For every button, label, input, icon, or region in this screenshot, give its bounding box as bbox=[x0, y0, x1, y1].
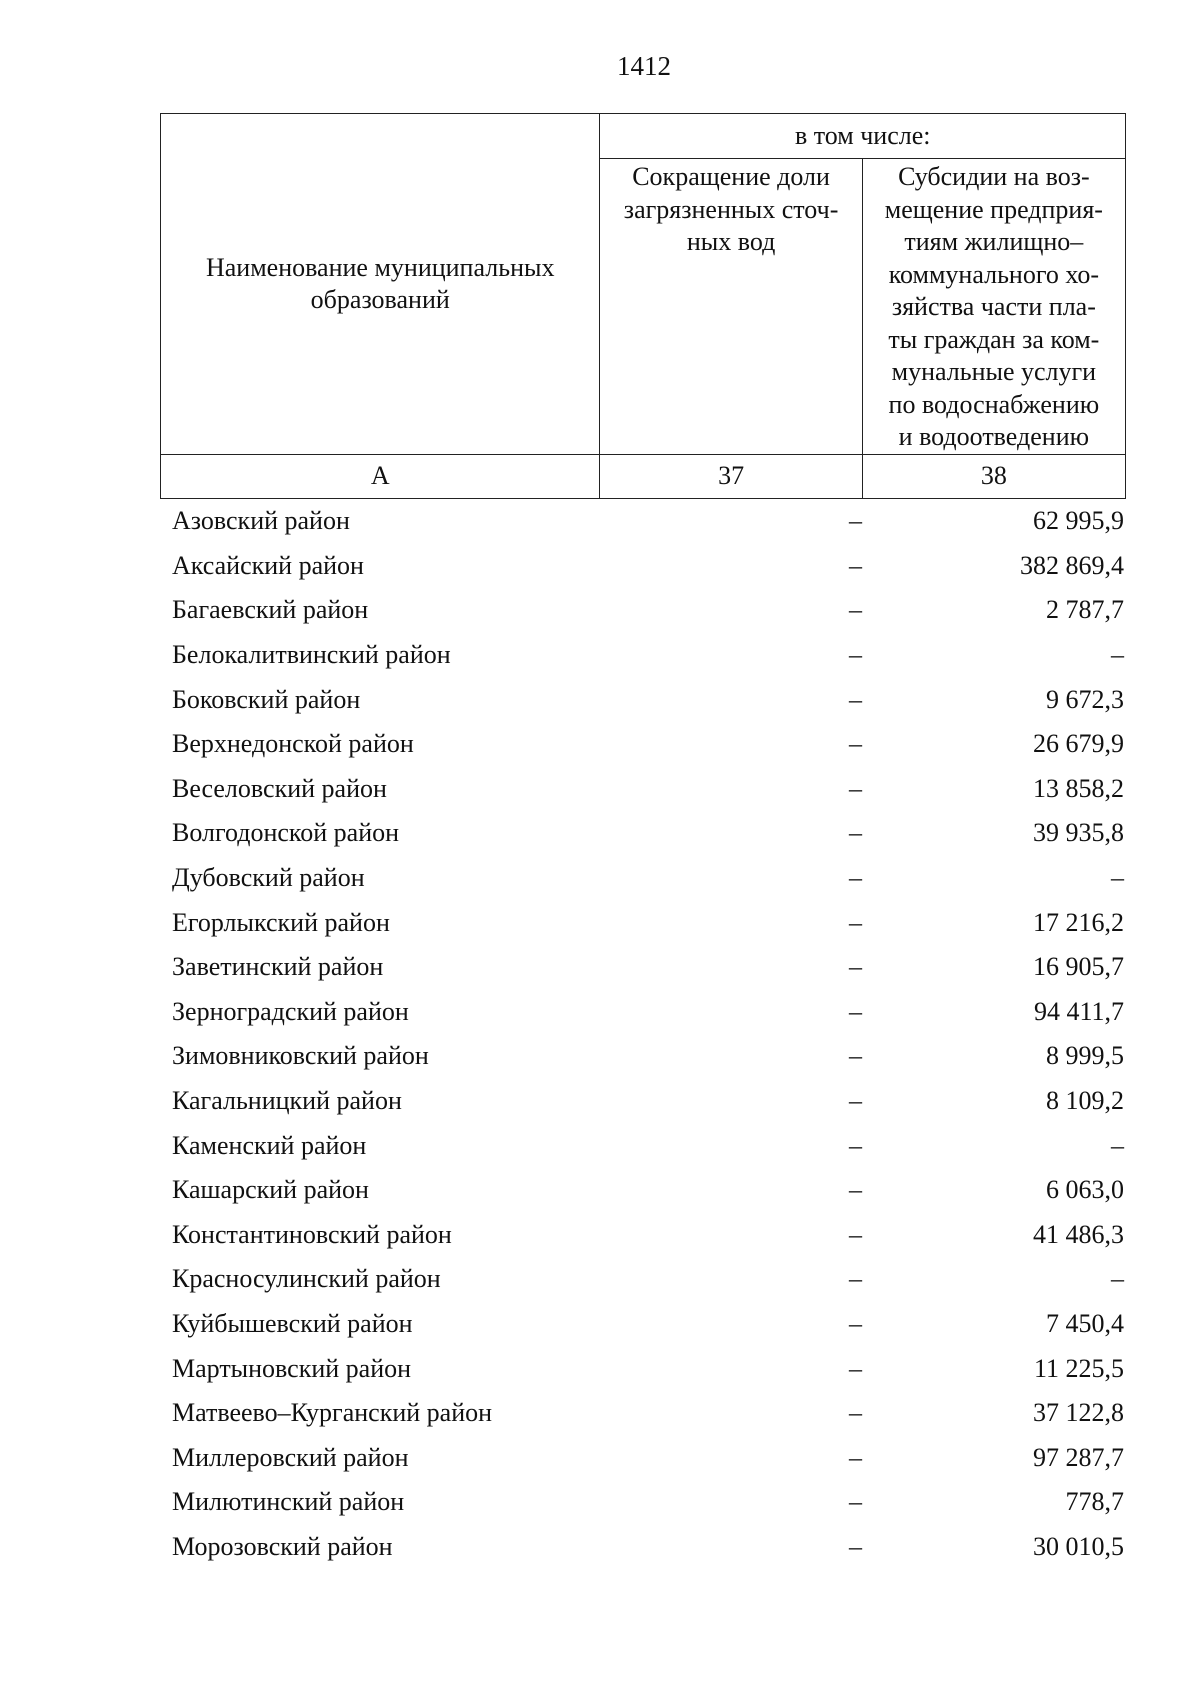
value-38-cell: 2 787,7 bbox=[1046, 595, 1124, 625]
municipality-name-cell: Волгодонской район bbox=[172, 818, 400, 848]
value-37-cell: – bbox=[849, 1398, 862, 1428]
value-38-cell: 9 672,3 bbox=[1046, 684, 1124, 714]
value-37-cell: – bbox=[849, 729, 862, 759]
value-37-cell: – bbox=[849, 1487, 862, 1517]
table-header bbox=[160, 113, 1126, 499]
value-37-cell: – bbox=[849, 1130, 862, 1160]
value-38-cell: 778,7 bbox=[1065, 1487, 1124, 1517]
value-38-cell: – bbox=[1111, 1130, 1124, 1160]
value-38-cell: 16 905,7 bbox=[1033, 952, 1124, 982]
municipality-name-cell: Боковский район bbox=[172, 684, 361, 714]
value-38-cell: 382 869,4 bbox=[1020, 550, 1124, 580]
municipality-name-cell: Константиновский район bbox=[172, 1219, 452, 1249]
municipality-name-cell: Мартыновский район bbox=[172, 1353, 412, 1383]
table-row bbox=[160, 677, 1126, 722]
table-row bbox=[160, 1257, 1126, 1302]
table-row bbox=[160, 811, 1126, 856]
table-row bbox=[160, 633, 1126, 678]
header-col-38-text: Субсидии на воз- мещение предприя- тиям жилищно– коммунального хо- зяйства части пла- ты граждан за ком- мунальные услуги по водоснабжению и водоотведению bbox=[884, 162, 1103, 451]
value-38-cell: 11 225,5 bbox=[1033, 1353, 1124, 1383]
value-37-cell: – bbox=[849, 996, 862, 1026]
value-38-cell: 6 063,0 bbox=[1046, 1175, 1124, 1205]
value-38-cell: 30 010,5 bbox=[1033, 1531, 1124, 1561]
value-37-cell: – bbox=[849, 506, 862, 536]
municipality-name-cell: Миллеровский район bbox=[172, 1442, 409, 1472]
value-38-cell: 13 858,2 bbox=[1033, 773, 1124, 803]
municipality-name-cell: Верхнедонской район bbox=[172, 729, 414, 759]
municipality-name-cell: Морозовский район bbox=[172, 1531, 393, 1561]
table-row bbox=[160, 945, 1126, 990]
table-body bbox=[160, 499, 1126, 1569]
municipality-name-cell: Красносулинский район bbox=[172, 1264, 441, 1294]
table-row bbox=[160, 1391, 1126, 1436]
value-38-cell: – bbox=[1111, 863, 1124, 893]
municipality-name-cell: Заветинский район bbox=[172, 952, 384, 982]
table-row bbox=[160, 767, 1126, 812]
table-row bbox=[160, 1034, 1126, 1079]
municipality-name-cell: Веселовский район bbox=[172, 773, 387, 803]
value-38-cell: 17 216,2 bbox=[1033, 907, 1124, 937]
value-38-cell: 26 679,9 bbox=[1033, 729, 1124, 759]
table-row bbox=[160, 990, 1126, 1035]
municipality-name-cell: Матвеево–Курганский район bbox=[172, 1398, 493, 1428]
value-37-cell: – bbox=[849, 1041, 862, 1071]
table-row bbox=[160, 900, 1126, 945]
value-38-cell: 7 450,4 bbox=[1046, 1308, 1124, 1338]
municipality-name-cell: Дубовский район bbox=[172, 863, 365, 893]
municipality-name-cell: Азовский район bbox=[172, 506, 350, 536]
header-group-including: в том числе: bbox=[600, 114, 1126, 159]
header-col-37 bbox=[600, 159, 862, 455]
value-38-cell: 37 122,8 bbox=[1033, 1398, 1124, 1428]
value-37-cell: – bbox=[849, 684, 862, 714]
table-row bbox=[160, 544, 1126, 589]
header-col-38 bbox=[862, 159, 1125, 455]
value-37-cell: – bbox=[849, 818, 862, 848]
page-number: 1412 bbox=[617, 51, 671, 81]
value-37-cell: – bbox=[849, 1442, 862, 1472]
table-row bbox=[160, 1079, 1126, 1124]
municipality-name-cell: Белокалитвинский район bbox=[172, 640, 451, 670]
table-row bbox=[160, 588, 1126, 633]
table-row bbox=[160, 1435, 1126, 1480]
value-37-cell: – bbox=[849, 595, 862, 625]
municipality-name-cell: Аксайский район bbox=[172, 550, 364, 580]
value-38-cell: – bbox=[1111, 640, 1124, 670]
municipality-name-cell: Зерноградский район bbox=[172, 996, 409, 1026]
column-number-name: А bbox=[161, 454, 600, 498]
municipality-name-cell: Багаевский район bbox=[172, 595, 369, 625]
header-col-37-text: Сокращение доли загрязненных сточ- ных вод bbox=[623, 162, 839, 256]
municipality-name-cell: Кагальницкий район bbox=[172, 1086, 402, 1116]
municipality-name-cell: Егорлыкский район bbox=[172, 907, 390, 937]
municipality-name-cell: Куйбышевский район bbox=[172, 1308, 413, 1338]
header-municipality-name-text: Наименование муниципальных образований bbox=[205, 252, 555, 314]
value-37-cell: – bbox=[849, 1531, 862, 1561]
table-row bbox=[160, 856, 1126, 901]
value-37-cell: – bbox=[849, 1264, 862, 1294]
column-number-37: 37 bbox=[600, 454, 862, 498]
value-37-cell: – bbox=[849, 550, 862, 580]
table-row bbox=[160, 1302, 1126, 1347]
municipality-name-cell: Кашарский район bbox=[172, 1175, 369, 1205]
table-row bbox=[160, 1480, 1126, 1525]
municipality-name-cell: Зимовниковский район bbox=[172, 1041, 429, 1071]
value-38-cell: 41 486,3 bbox=[1033, 1219, 1124, 1249]
value-37-cell: – bbox=[849, 952, 862, 982]
value-37-cell: – bbox=[849, 1086, 862, 1116]
value-38-cell: 97 287,7 bbox=[1033, 1442, 1124, 1472]
value-37-cell: – bbox=[849, 1219, 862, 1249]
value-38-cell: 39 935,8 bbox=[1033, 818, 1124, 848]
value-38-cell: 8 109,2 bbox=[1046, 1086, 1124, 1116]
table-row bbox=[160, 499, 1126, 544]
table-row bbox=[160, 1346, 1126, 1391]
value-37-cell: – bbox=[849, 863, 862, 893]
header-municipality-name bbox=[161, 114, 600, 455]
value-37-cell: – bbox=[849, 1308, 862, 1338]
value-37-cell: – bbox=[849, 1175, 862, 1205]
table-row bbox=[160, 1525, 1126, 1570]
value-37-cell: – bbox=[849, 640, 862, 670]
municipality-name-cell: Каменский район bbox=[172, 1130, 367, 1160]
municipality-name-cell: Милютинский район bbox=[172, 1487, 405, 1517]
column-number-38: 38 bbox=[862, 454, 1125, 498]
value-38-cell: 8 999,5 bbox=[1046, 1041, 1124, 1071]
value-38-cell: 62 995,9 bbox=[1033, 506, 1124, 536]
table-row bbox=[160, 722, 1126, 767]
value-38-cell: 94 411,7 bbox=[1033, 996, 1124, 1026]
table-row bbox=[160, 1123, 1126, 1168]
value-37-cell: – bbox=[849, 907, 862, 937]
value-38-cell: – bbox=[1111, 1264, 1124, 1294]
value-37-cell: – bbox=[849, 773, 862, 803]
value-37-cell: – bbox=[849, 1353, 862, 1383]
table-row bbox=[160, 1213, 1126, 1258]
table-row bbox=[160, 1168, 1126, 1213]
